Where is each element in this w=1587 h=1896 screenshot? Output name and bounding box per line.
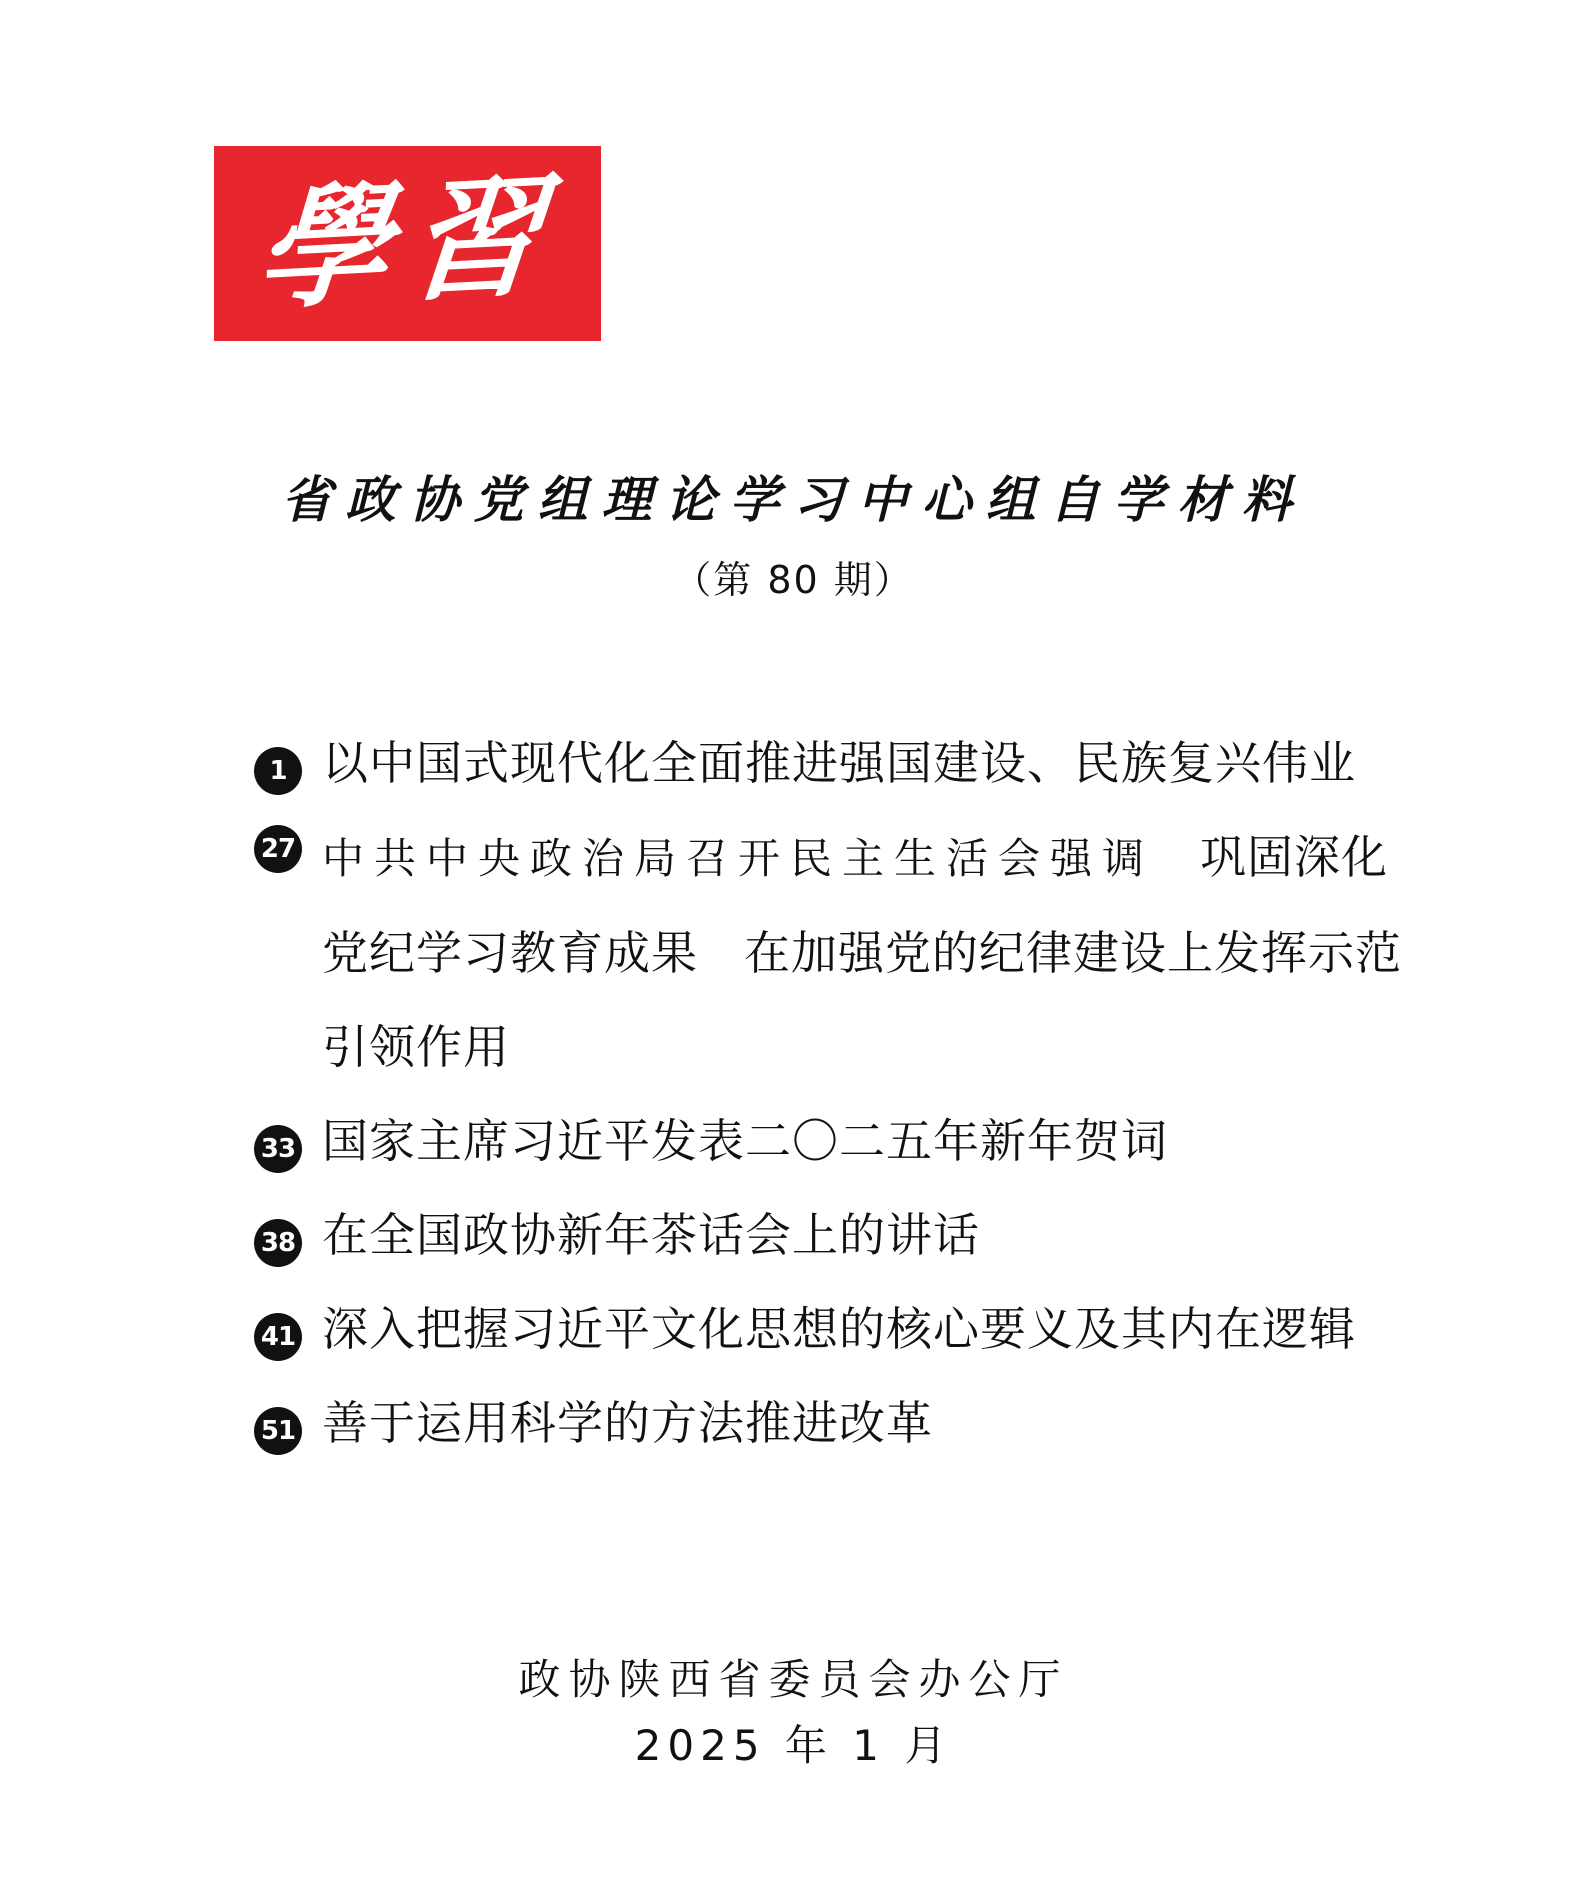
toc-item-title: 以中国式现代化全面推进强国建设、民族复兴伟业: [322, 736, 1356, 790]
toc-item-title-part: 中共中央政治局召开民主生活会强调: [322, 834, 1155, 883]
page-number-badge: 41: [254, 1313, 302, 1361]
toc-item[interactable]: [254, 810, 1404, 1094]
page-number-badge: 38: [254, 1219, 302, 1267]
toc-item[interactable]: [254, 1392, 1404, 1454]
toc-item-title: 善于运用科学的方法推进改革: [322, 1396, 933, 1450]
issuing-organization: 政协陕西省委员会办公厅: [518, 1655, 1069, 1704]
page-number-badge: 33: [254, 1125, 302, 1173]
toc-item[interactable]: [254, 1298, 1404, 1360]
toc-item[interactable]: [254, 732, 1404, 794]
page-number-badge: 51: [254, 1407, 302, 1455]
issue-number: （第 80 期）: [673, 558, 914, 602]
logo: [214, 146, 601, 341]
toc-item-title-part: 巩固深化党纪学习教育成果: [322, 830, 1389, 980]
toc-item-title: 在全国政协新年茶话会上的讲话: [322, 1208, 980, 1262]
toc-item-title: 国家主席习近平发表二〇二五年新年贺词: [322, 1114, 1168, 1168]
issue-date: 2025 年 1 月: [634, 1721, 953, 1770]
toc-item[interactable]: [254, 1110, 1404, 1172]
document-title: 省政协党组理论学习中心组自学材料: [281, 470, 1306, 529]
logo-calligraphy: 學習: [249, 157, 566, 329]
page-number-badge: 1: [254, 747, 302, 795]
toc-item[interactable]: [254, 1204, 1404, 1266]
table-of-contents: [254, 732, 1404, 1486]
toc-item-title: 深入把握习近平文化思想的核心要义及其内在逻辑: [322, 1302, 1356, 1356]
toc-item-title: [322, 810, 1404, 1094]
page-number-badge: 27: [254, 825, 302, 873]
toc-item-title-part: 在加强党的纪律建设上发挥示范引领作用: [322, 926, 1402, 1074]
